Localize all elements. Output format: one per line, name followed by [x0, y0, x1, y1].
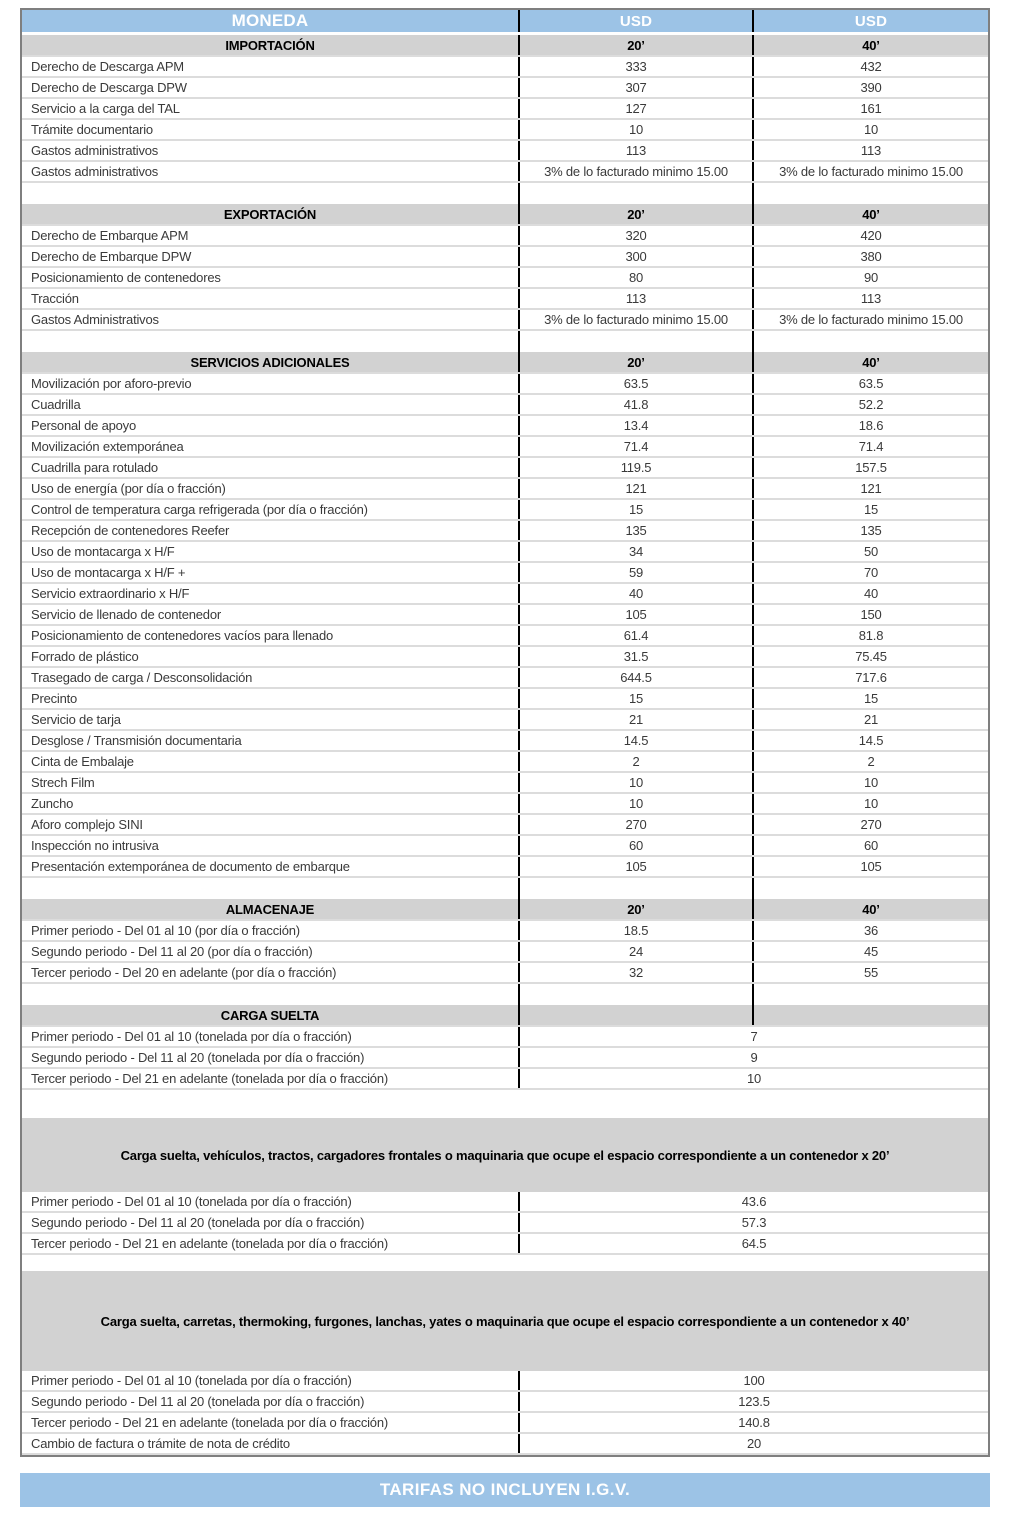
value-40: 113	[752, 141, 988, 160]
table-row	[22, 963, 988, 984]
row-label: Presentación extemporánea de documento de embarque	[31, 859, 350, 874]
table-row	[22, 689, 988, 710]
section-size-40: 40’	[752, 35, 988, 55]
value-20: 320	[518, 226, 752, 245]
merged-value: 10	[518, 1069, 988, 1088]
table-row	[22, 563, 988, 584]
table-row	[22, 815, 988, 836]
gap-cell	[752, 331, 988, 352]
table-row	[22, 542, 988, 563]
table-row	[22, 395, 988, 416]
merged-value: 64.5	[518, 1234, 988, 1253]
gap-cell	[518, 331, 752, 352]
section-gap-row	[22, 183, 988, 204]
value-40: 10	[752, 120, 988, 139]
table-row	[22, 710, 988, 731]
section-title: CARGA SUELTA	[220, 1007, 320, 1023]
value-20: 3% de lo facturado minimo 15.00	[518, 162, 752, 181]
row-label: Primer periodo - Del 01 al 10 (tonelada por día o fracción)	[31, 1194, 352, 1209]
value-40: 52.2	[752, 395, 988, 414]
row-label: Segundo periodo - Del 11 al 20 (tonelada por día o fracción)	[31, 1394, 365, 1409]
section-size-40: 40’	[752, 204, 988, 224]
row-label: Posicionamiento de contenedores	[31, 270, 221, 285]
section-size-40: 40’	[752, 899, 988, 919]
value-20: 32	[518, 963, 752, 982]
value-20: 15	[518, 500, 752, 519]
table-row	[22, 226, 988, 247]
gap-cell	[22, 984, 518, 1005]
row-label: Gastos administrativos	[31, 143, 159, 158]
row-label: Recepción de contenedores Reefer	[31, 523, 230, 538]
value-20: 113	[518, 289, 752, 308]
value-20: 105	[518, 857, 752, 876]
row-label: Inspección no intrusiva	[31, 838, 159, 853]
section-size-20: 20’	[518, 35, 752, 55]
value-20: 10	[518, 120, 752, 139]
value-40: 380	[752, 247, 988, 266]
row-label: Zuncho	[31, 796, 74, 811]
row-label: Forrado de plástico	[31, 649, 139, 664]
row-label: Derecho de Embarque DPW	[31, 249, 192, 264]
row-label: Movilización extemporánea	[31, 439, 184, 454]
row-label: Uso de montacarga x H/F +	[31, 565, 186, 580]
table-row	[22, 836, 988, 857]
section-title: IMPORTACIÓN	[225, 37, 315, 53]
value-20: 21	[518, 710, 752, 729]
merged-value: 9	[518, 1048, 988, 1067]
row-label: Derecho de Descarga DPW	[31, 80, 187, 95]
table-row	[22, 78, 988, 99]
table-row	[22, 247, 988, 268]
value-40: 270	[752, 815, 988, 834]
merged-value: 7	[518, 1027, 988, 1046]
row-label: Personal de apoyo	[31, 418, 137, 433]
row-label: Segundo periodo - Del 11 al 20 (tonelada por día o fracción)	[31, 1050, 365, 1065]
table-row	[22, 647, 988, 668]
currency-20-label: USD	[518, 10, 752, 32]
table-row	[22, 942, 988, 963]
section-header-row	[22, 204, 988, 226]
value-20: 60	[518, 836, 752, 855]
value-40: 390	[752, 78, 988, 97]
table-row	[22, 1371, 988, 1392]
gap-cell	[22, 878, 518, 899]
merged-value: 57.3	[518, 1213, 988, 1232]
table-row	[22, 479, 988, 500]
table-row	[22, 794, 988, 815]
section-header-row	[22, 352, 988, 374]
value-40: 121	[752, 479, 988, 498]
table-row	[22, 731, 988, 752]
row-label: Strech Film	[31, 775, 95, 790]
value-20: 333	[518, 57, 752, 76]
table-row	[22, 626, 988, 647]
value-20: 63.5	[518, 374, 752, 393]
value-40: 10	[752, 794, 988, 813]
section-size-20: 20’	[518, 204, 752, 224]
value-20: 41.8	[518, 395, 752, 414]
value-20: 15	[518, 689, 752, 708]
row-label: Precinto	[31, 691, 78, 706]
section-gap-row	[22, 878, 988, 899]
row-label: Cinta de Embalaje	[31, 754, 134, 769]
value-20: 113	[518, 141, 752, 160]
table-row	[22, 605, 988, 626]
value-40: 70	[752, 563, 988, 582]
table-row	[22, 458, 988, 479]
row-label: Cuadrilla	[31, 397, 81, 412]
row-label: Servicio extraordinario x H/F	[31, 586, 190, 601]
value-20: 10	[518, 794, 752, 813]
row-label: Aforo complejo SINI	[31, 817, 143, 832]
table-row	[22, 1027, 988, 1048]
row-label: Derecho de Embarque APM	[31, 228, 189, 243]
value-20: 3% de lo facturado minimo 15.00	[518, 310, 752, 329]
row-label: Tercer periodo - Del 20 en adelante (por día o fracción)	[31, 965, 337, 980]
value-20: 31.5	[518, 647, 752, 666]
value-40: 3% de lo facturado minimo 15.00	[752, 310, 988, 329]
currency-40-label: USD	[752, 10, 988, 32]
table-row	[22, 268, 988, 289]
value-20: 13.4	[518, 416, 752, 435]
value-40: 36	[752, 921, 988, 940]
row-label: Trasegado de carga / Desconsolidación	[31, 670, 253, 685]
merged-value: 43.6	[518, 1192, 988, 1211]
value-40: 71.4	[752, 437, 988, 456]
value-40: 105	[752, 857, 988, 876]
row-label: Primer periodo - Del 01 al 10 (tonelada por día o fracción)	[31, 1373, 352, 1388]
merged-value: 123.5	[518, 1392, 988, 1411]
gap-cell	[518, 183, 752, 204]
row-label: Posicionamiento de contenedores vacíos para llenado	[31, 628, 334, 643]
table-row	[22, 1413, 988, 1434]
value-20: 135	[518, 521, 752, 540]
row-label: Servicio de tarja	[31, 712, 121, 727]
table-row	[22, 668, 988, 689]
row-label: Movilización por aforo-previo	[31, 376, 192, 391]
table-row	[22, 416, 988, 437]
footer-banner	[20, 1473, 990, 1507]
table-row	[22, 162, 988, 183]
gap-cell	[22, 331, 518, 352]
section-size-40: 40’	[752, 352, 988, 372]
value-20: 105	[518, 605, 752, 624]
section-size-20: 20’	[518, 352, 752, 372]
gap-cell	[752, 984, 988, 1005]
table-row	[22, 57, 988, 78]
currency-header-row	[22, 10, 988, 35]
section-gap-row	[22, 984, 988, 1005]
section-size-20: 20’	[518, 899, 752, 919]
footer-banner-label: TARIFAS NO INCLUYEN I.G.V.	[379, 1480, 631, 1499]
gap-cell	[518, 984, 752, 1005]
gap-cell	[752, 878, 988, 899]
table-row	[22, 1434, 988, 1455]
value-20: 61.4	[518, 626, 752, 645]
section-title: EXPORTACIÓN	[223, 206, 317, 222]
table-row	[22, 1234, 988, 1255]
table-row	[22, 857, 988, 878]
row-label: Derecho de Descarga APM	[31, 59, 184, 74]
section-title: SERVICIOS ADICIONALES	[190, 354, 350, 370]
tariff-table	[20, 8, 990, 1457]
value-20: 119.5	[518, 458, 752, 477]
table-row	[22, 500, 988, 521]
section-gap-row	[22, 331, 988, 352]
value-20: 24	[518, 942, 752, 961]
value-40: 63.5	[752, 374, 988, 393]
table-row	[22, 752, 988, 773]
value-40: 161	[752, 99, 988, 118]
gap-cell	[22, 183, 518, 204]
merged-value: 20	[518, 1434, 988, 1453]
section-banner-title: Carga suelta, carretas, thermoking, furgones, lanchas, yates o maquinaria que ocupe el espacio correspondiente a un contenedor x 40’	[100, 1313, 910, 1329]
table-row	[22, 1069, 988, 1090]
value-40: 14.5	[752, 731, 988, 750]
merged-value: 140.8	[518, 1413, 988, 1432]
section-header-row	[22, 35, 988, 57]
value-20: 71.4	[518, 437, 752, 456]
row-label: Segundo periodo - Del 11 al 20 (por día o fracción)	[31, 944, 313, 959]
value-40: 135	[752, 521, 988, 540]
value-20: 121	[518, 479, 752, 498]
table-row	[22, 1048, 988, 1069]
value-40: 15	[752, 500, 988, 519]
table-row	[22, 1192, 988, 1213]
value-20: 40	[518, 584, 752, 603]
section-header-row	[22, 899, 988, 921]
table-row	[22, 1392, 988, 1413]
value-40: 50	[752, 542, 988, 561]
value-20: 307	[518, 78, 752, 97]
section-banner	[22, 1118, 988, 1192]
row-label: Trámite documentario	[31, 122, 153, 137]
value-40: 113	[752, 289, 988, 308]
row-label: Tercer periodo - Del 21 en adelante (tonelada por día o fracción)	[31, 1415, 388, 1430]
merged-value: 100	[518, 1371, 988, 1390]
gap-cell	[518, 878, 752, 899]
table-row	[22, 374, 988, 395]
section-gap	[22, 1255, 988, 1271]
value-40: 15	[752, 689, 988, 708]
value-40: 45	[752, 942, 988, 961]
row-label: Servicio de llenado de contenedor	[31, 607, 221, 622]
value-40: 40	[752, 584, 988, 603]
value-20: 34	[518, 542, 752, 561]
value-20: 2	[518, 752, 752, 771]
table-row	[22, 141, 988, 162]
row-label: Tercer periodo - Del 21 en adelante (tonelada por día o fracción)	[31, 1071, 388, 1086]
value-40: 75.45	[752, 647, 988, 666]
row-label: Desglose / Transmisión documentaria	[31, 733, 242, 748]
value-20: 644.5	[518, 668, 752, 687]
table-row	[22, 584, 988, 605]
row-label: Cuadrilla para rotulado	[31, 460, 158, 475]
table-row	[22, 437, 988, 458]
currency-header-title: MONEDA	[231, 11, 309, 30]
value-40: 420	[752, 226, 988, 245]
row-label: Uso de montacarga x H/F	[31, 544, 175, 559]
table-row	[22, 1213, 988, 1234]
value-20: 10	[518, 773, 752, 792]
value-40: 157.5	[752, 458, 988, 477]
value-40: 81.8	[752, 626, 988, 645]
value-40: 432	[752, 57, 988, 76]
row-label: Primer periodo - Del 01 al 10 (tonelada por día o fracción)	[31, 1029, 352, 1044]
section-banner-title: Carga suelta, vehículos, tractos, cargadores frontales o maquinaria que ocupe el espacio correspondiente a un contenedor x 20’	[120, 1147, 890, 1163]
table-row	[22, 99, 988, 120]
value-40: 90	[752, 268, 988, 287]
row-label: Uso de energía (por día o fracción)	[31, 481, 226, 496]
table-row	[22, 120, 988, 141]
gap-cell	[752, 183, 988, 204]
section-gap	[22, 1090, 988, 1118]
row-label: Primer periodo - Del 01 al 10 (por día o fracción)	[31, 923, 300, 938]
table-row	[22, 310, 988, 331]
table-row	[22, 289, 988, 310]
value-20: 14.5	[518, 731, 752, 750]
row-label: Control de temperatura carga refrigerada (por día o fracción)	[31, 502, 368, 517]
section-size-40	[752, 1005, 988, 1025]
value-40: 150	[752, 605, 988, 624]
row-label: Gastos administrativos	[31, 164, 159, 179]
value-20: 127	[518, 99, 752, 118]
value-40: 3% de lo facturado minimo 15.00	[752, 162, 988, 181]
value-40: 18.6	[752, 416, 988, 435]
table-row	[22, 921, 988, 942]
value-40: 60	[752, 836, 988, 855]
row-label: Gastos Administrativos	[31, 312, 159, 327]
table-row	[22, 773, 988, 794]
table-row	[22, 521, 988, 542]
row-label: Tercer periodo - Del 21 en adelante (tonelada por día o fracción)	[31, 1236, 388, 1251]
value-40: 10	[752, 773, 988, 792]
value-20: 59	[518, 563, 752, 582]
value-20: 270	[518, 815, 752, 834]
value-40: 2	[752, 752, 988, 771]
section-header-row	[22, 1005, 988, 1027]
row-label: Segundo periodo - Del 11 al 20 (tonelada por día o fracción)	[31, 1215, 365, 1230]
row-label: Cambio de factura o trámite de nota de crédito	[31, 1436, 290, 1451]
value-20: 18.5	[518, 921, 752, 940]
row-label: Tracción	[31, 291, 79, 306]
section-banner	[22, 1271, 988, 1371]
row-label: Servicio a la carga del TAL	[31, 101, 180, 116]
value-40: 21	[752, 710, 988, 729]
value-40: 717.6	[752, 668, 988, 687]
value-20: 80	[518, 268, 752, 287]
section-size-20	[518, 1005, 752, 1025]
value-20: 300	[518, 247, 752, 266]
value-40: 55	[752, 963, 988, 982]
section-title: ALMACENAJE	[225, 901, 315, 917]
